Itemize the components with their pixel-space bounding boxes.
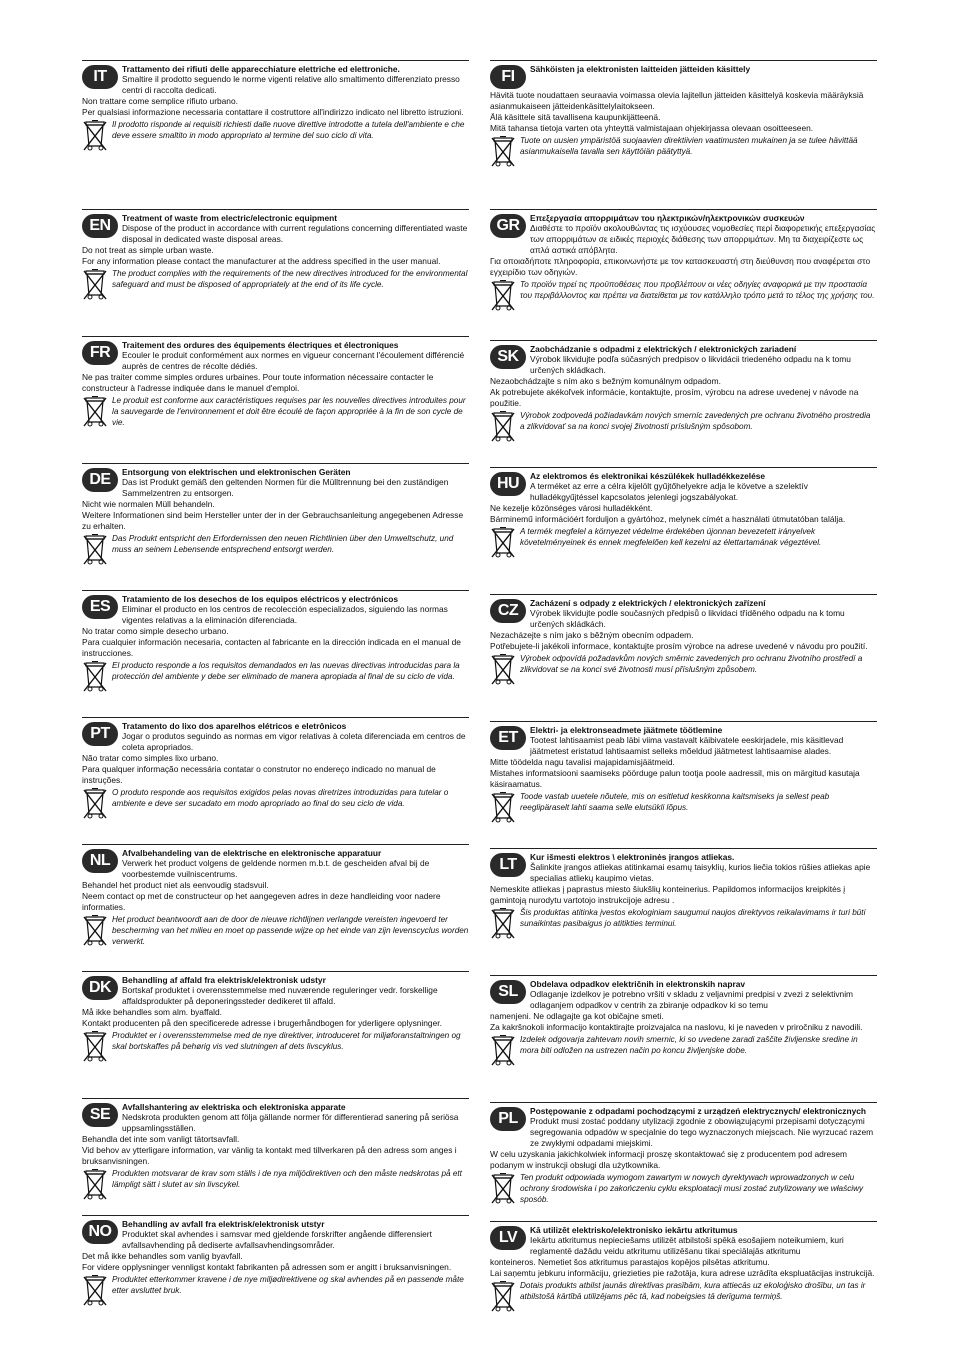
compliance-note — [82, 914, 469, 947]
compliance-note-text: Le produit est conforme aux caractéristiques requises par les nouvelles directives introduites pour la sauvegarde de l'environnement et doit être écoulé de façon appropriée à la fin de son cycle de vie. — [112, 396, 466, 427]
paragraph: For videre opplysninger vennligst kontakt fabrikanten på adressen som er angitt i bruksanvisningen. — [82, 1262, 452, 1272]
language-badge: DK — [82, 976, 118, 1000]
compliance-note-text: Dotais produkts atbilst jaunās direktīvas prasībām, kura attiecās uz ekoloģisko drošību, un tas ir atbilstošā kārtībā utilizējams pēc tā, kad nobeigsies tā derīguma termiņš. — [520, 1281, 866, 1301]
compliance-note — [490, 791, 877, 813]
paragraph: Ak potrebujete akékoľvek informácie, kontaktujte, prosím, výrobcu na adrese uvedenej v návode na použitie. — [490, 387, 859, 408]
compliance-note-text: Το προϊόν τηρεί τις προϋποθέσεις που προβλέπουν οι νέες οδηγίες αναφορικά με την προστασία του περιβάλλοντος και πρέπει να διατείθεται με τον κατάλληλο τρόπο μετά το τέλος της χρήσης του. — [520, 280, 875, 300]
crossed-bin-icon — [490, 280, 516, 312]
compliance-note-text: A termék megfelel a környezet védelme érdekében újonnan bevezetett irányelvek követelményeinek és ennek megfelelően kell kezelni az élettartamának végeztével. — [520, 527, 822, 547]
section-pt — [82, 717, 469, 844]
section-cz — [490, 594, 877, 721]
disposal-instruction: Produktet skal avhendes i samsvar med gjeldende forskrifter angående differensiert avfallsavhending på dediserte avfallsavhendingsområder. — [122, 1229, 432, 1250]
paragraph: Ne pas traiter comme simples ordures urbaines. Pour toute information nécessaire contacter le constructeur à l'adresse indiquée dans le manuel d'emploi. — [82, 372, 434, 393]
section-lv — [490, 1221, 877, 1338]
language-badge: SL — [490, 980, 526, 1004]
language-badge: CZ — [490, 599, 526, 623]
paragraph: Potřebujete-li jakékoli informace, kontaktujte prosím výrobce na adrese uvedené v návodu pro použití. — [490, 641, 868, 651]
disposal-instruction: Verwerk het product volgens de geldende normen m.b.t. de gescheiden afval bij de voorbestemde vuilniscentrums. — [122, 858, 430, 879]
section-title: Entsorgung von elektrischen und elektronischen Geräten — [122, 467, 351, 477]
language-badge: HU — [490, 472, 526, 496]
paragraph: Non trattare come semplice rifiuto urbano. — [82, 96, 238, 106]
compliance-note-text: The product complies with the requirements of the new directives introduced for the environmental safeguard and must be disposed of appropriately at the end of its life cycle. — [112, 269, 468, 289]
compliance-note — [490, 907, 877, 929]
disposal-instruction: Šalinkite įrangos atliekas atitinkamai esamų taisyklių, kurios liečia tokios rūšies atliekas apie specialias atliekų kaupimo vietas. — [530, 862, 871, 883]
paragraph: W celu uzyskania jakichkolwiek informacji proszę skontaktować się z producentem pod adresem podanym w instrukcji obsługi dla użytkownika. — [490, 1149, 848, 1170]
section-title: Zacházení s odpady z elektrických / elektronických zařízení — [530, 598, 766, 608]
section-sk — [490, 340, 877, 467]
compliance-note — [490, 279, 877, 301]
paragraph: Vid behov av ytterligare information, var vänlig ta kontakt med tillverkaren på den adress som anges i bruksanvisningen. — [82, 1145, 457, 1166]
language-badge: FI — [490, 65, 526, 89]
compliance-note-text: Výrobek odpovídá požadavkům nových směrnic zavedených pro ochranu životního prostředí a zlikvidovat se na konci své životnosti musí příslušným způsobem. — [520, 654, 863, 674]
disposal-instruction: Výrobok likvidujte podľa súčasných predpisov o likvidácii triedeného odpadu na k tomu určených skládkach. — [530, 354, 851, 375]
section-en — [82, 209, 469, 336]
section-title: Sähköisten ja elektronisten laitteiden jätteiden käsittely — [530, 64, 751, 74]
section-title: Tratamento do lixo dos aparelhos elétricos e eletrônicos — [122, 721, 347, 731]
paragraph: Älä käsittele sitä tavallisena kaupunkijätteenä. — [490, 112, 661, 122]
section-it — [82, 60, 469, 209]
paragraph: Må ikke behandles som alm. byaffald. — [82, 1007, 222, 1017]
paragraph: Det må ikke behandles som vanlig byavfall. — [82, 1251, 243, 1261]
compliance-note-text: Výrobok zodpovedá požiadavkám nových smerníc zavedených pre ochranu životného prostredia a zlikvidovať sa na konci svojej životnosti príslušným spôsobom. — [520, 411, 871, 431]
compliance-note — [82, 533, 469, 555]
crossed-bin-icon — [82, 1169, 108, 1201]
language-badge: ES — [82, 595, 118, 619]
paragraph: Bárminemű információért forduljon a gyártóhoz, melynek címét a használati útmutatóban találja. — [490, 514, 846, 524]
compliance-note — [82, 1274, 469, 1296]
compliance-note — [490, 526, 877, 548]
disposal-instruction: Iekārtu atkritumus nepieciešams utilizēt atbilstoši spēkā esošajiem noteikumiem, kuri reglamentē dažādu veidu atkritumu utilizēšanu tikai speciālajās atkritumu — [530, 1235, 844, 1256]
section-title: Trattamento dei rifiuti delle apparecchiature elettriche ed elettroniche. — [122, 64, 400, 74]
language-badge: EN — [82, 214, 118, 238]
paragraph: Mitte töödelda nagu tavalisi majapidamisjäätmeid. — [490, 757, 675, 767]
disposal-instruction: Jogar o produtos seguindo as normas em vigor relativas à coleta diferenciada em centros de coleta apropriados. — [122, 731, 466, 752]
crossed-bin-icon — [490, 527, 516, 559]
crossed-bin-icon — [82, 1031, 108, 1063]
disposal-instruction: Διαθέστε το προϊόν ακολουθώντας τις ισχύουσες νομοθεσίες περί διαφορετικής επεξεργασίας των απορριμάτων σε ειδικές περιοχές διάθεσης των απορριμάτων. Μη τα διαχειρίζεστε ως απλά αστικά απόβλητα. — [530, 223, 876, 255]
section-title: Zaobchádzanie s odpadmi z elektrických / elektronických zariadení — [530, 344, 797, 354]
language-badge: SE — [82, 1103, 118, 1127]
language-badge: PL — [490, 1107, 526, 1131]
section-fr — [82, 336, 469, 463]
compliance-note — [490, 135, 877, 157]
section-title: Behandling af affald fra elektrisk/elektronisk udstyr — [122, 975, 326, 985]
crossed-bin-icon — [490, 136, 516, 168]
paragraph: Neem contact op met de constructeur op het aangegeven adres in deze handleiding voor nadere informaties. — [82, 891, 441, 912]
paragraph: Do not treat as simple urban waste. — [82, 245, 214, 255]
compliance-note — [490, 653, 877, 675]
disposal-instruction: Výrobek likvidujte podle současných předpisů o likvidaci tříděného odpadu na k tomu určených skládkách. — [530, 608, 845, 629]
language-badge: ET — [490, 726, 526, 750]
section-title: Postępowanie z odpadami pochodzącymi z urządzeń elektrycznych/ elektronicznych — [530, 1106, 867, 1116]
compliance-note-text: El producto responde a los requisitos demandados en las nuevas directivas introducidas para la protección del ambiente y debe ser eliminado de manera apropiada al final de su ciclo de vida. — [112, 661, 460, 681]
compliance-note — [82, 119, 469, 141]
paragraph: Nezaobchádzajte s ním ako s bežným komunálnym odpadom. — [490, 376, 721, 386]
language-badge: DE — [82, 468, 118, 492]
language-badge: PT — [82, 722, 118, 746]
section-title: Avfallshantering av elektriska och elektroniska apparate — [122, 1102, 346, 1112]
section-title: Tratamiento de los desechos de los equipos eléctricos y electrónicos — [122, 594, 399, 604]
section-title: Treatment of waste from electric/electronic equipment — [122, 213, 338, 223]
paragraph: konteineros. Nemetiet šos atkritumus parastajos kopējos pilsētas atkritumu. — [490, 1257, 770, 1267]
language-badge: NL — [82, 849, 118, 873]
compliance-note — [490, 1034, 877, 1056]
crossed-bin-icon — [82, 396, 108, 428]
section-title: Traitement des ordures des équipements électriques et électroniques — [122, 340, 399, 350]
compliance-note — [82, 787, 469, 809]
disposal-instruction: Tootest lahtisaamist peab läbi viima vastavalt käibivatele eeskirjadele, mis käsitlevad jäätmetest eristatud lahtisaamist selleks mõeldud jäätmetest lahtisaamise alades. — [530, 735, 844, 756]
crossed-bin-icon — [490, 1035, 516, 1067]
section-pl — [490, 1102, 877, 1221]
compliance-note-text: Izdelek odgovarja zahtevam novih smernic, ki so uvedene zaradi zaščite življenske sredine in mora biti odložen na ustrezen način po koncu življenjske dobe. — [520, 1035, 858, 1055]
section-no — [82, 1215, 469, 1342]
section-hu — [490, 467, 877, 594]
crossed-bin-icon — [82, 534, 108, 566]
disposal-instruction: Das ist Produkt gemäß den geltenden Normen für die Mülltrennung bei den zuständigen Sammelzentren zu entsorgen. — [122, 477, 449, 498]
paragraph: Mitä tahansa tietoja varten ota yhteyttä valmistajaan ohjekirjassa olevaan osoitteeseen. — [490, 123, 814, 133]
crossed-bin-icon — [82, 915, 108, 947]
paragraph: Não tratar como simples lixo urbano. — [82, 753, 219, 763]
crossed-bin-icon — [490, 792, 516, 824]
crossed-bin-icon — [82, 269, 108, 301]
section-nl — [82, 844, 469, 971]
section-es — [82, 590, 469, 717]
crossed-bin-icon — [82, 788, 108, 820]
section-fi — [490, 60, 877, 209]
crossed-bin-icon — [490, 1173, 516, 1205]
compliance-note — [490, 410, 877, 432]
section-title: Obdelava odpadkov električnih in elektronskih naprav — [530, 979, 746, 989]
paragraph: Ne kezelje közönséges városi hulladékként. — [490, 503, 653, 513]
disposal-instruction: Smaltire il prodotto seguendo le norme vigenti relative allo smaltimento differenziato presso centri di raccolta dedicati. — [122, 74, 460, 95]
section-lt — [490, 848, 877, 975]
section-title: Elektri- ja elektronseadmete jäätmete töötlemine — [530, 725, 723, 735]
compliance-note-text: Tuote on uusien ympäristöä suojaavien direktiivien vaatimusten mukainen ja se tulee hävittää asianmukaisella tavalla sen käyttöiän päätyttyä. — [520, 136, 858, 156]
paragraph: Behandla det inte som vanligt tätortsavfall. — [82, 1134, 240, 1144]
paragraph: Nicht wie normalen Müll behandeln. — [82, 499, 215, 509]
section-dk — [82, 971, 469, 1098]
paragraph: For any information please contact the manufacturer at the address specified in the user manual. — [82, 256, 441, 266]
compliance-note-text: Produkten motsvarar de krav som ställs i de nya miljödirektiven och den måste nedskrotas på ett lämpligt sätt i slutet av sin livscykel. — [112, 1169, 462, 1189]
section-title: Afvalbehandeling van de elektrische en elektronische apparatuur — [122, 848, 382, 858]
compliance-note — [490, 1172, 877, 1205]
crossed-bin-icon — [82, 661, 108, 693]
compliance-note-text: Šis produktas atitinka įvestos ekologiniam saugumui naujos direktyvos reikalavimams ir turi būti sunaikintas pasibaigus jo atitikties terminui. — [520, 908, 866, 928]
compliance-note-text: Das Produkt entspricht den Erfordernissen den neuen Richtlinien über den Umweltschutz, und muss an seinem Lebensende entsprechend entsorgt werden. — [112, 534, 454, 554]
language-badge: NO — [82, 1220, 118, 1244]
compliance-note-text: O produto responde aos requisitos exigidos pelas novas diretrizes introduzidas para tutelar o ambiente e deve ser sucadato em modo apropriado ao final do seu ciclo de vida. — [112, 788, 449, 808]
language-badge: IT — [82, 65, 118, 89]
compliance-note-text: Produktet er i overensstemmelse med de nye direktiver, introduceret for miljøforanstaltningen og skal bortskaffes på behørig vis ved slutningen af dets livscyklus. — [112, 1031, 461, 1051]
section-gr — [490, 209, 877, 340]
section-title: Az elektromos és elektronikai készülékek hulladékkezelése — [530, 471, 766, 481]
section-se — [82, 1098, 469, 1215]
paragraph: Nezacházejte s ním jako s běžným obecním odpadem. — [490, 630, 694, 640]
crossed-bin-icon — [490, 654, 516, 686]
language-badge: LT — [490, 853, 526, 877]
paragraph: No tratar como simple desecho urbano. — [82, 626, 229, 636]
disposal-instruction: Odlaganje izdelkov je potrebno vršiti v skladu z veljavnimi predpisi v zvezi z selektivnim odlaganjem odpadkov v centrih za zbiranje odpadkov ki so temu — [530, 989, 854, 1010]
paragraph: Weitere Informationen sind beim Hersteller unter der in der Gebrauchsanleitung angegebenen Adresse zu erhalten. — [82, 510, 464, 531]
section-title: Kur išmesti elektros \ elektroninės įrangos atliekas. — [530, 852, 735, 862]
disposal-instruction: Eliminar el producto en los centros de recolección especializados, siguiendo las normas vigentes relativas a la eliminación diferenciada. — [122, 604, 448, 625]
compliance-note-text: Ten produkt odpowiada wymogom zawartym w nowych dyrektywach wprowadzonych w celu ochrony środowiska i po zakończeniu cyklu eksploatacji musi zostać zutylizowany we właściwy sposób. — [520, 1173, 864, 1204]
paragraph: namenjeni. Ne odlagajte ga kot običajne smeti. — [490, 1011, 664, 1021]
paragraph: Behandel het product niet als eenvoudig stadsvuil. — [82, 880, 269, 890]
section-et — [490, 721, 877, 848]
compliance-note — [82, 1168, 469, 1190]
right-column — [490, 60, 877, 1338]
compliance-note — [82, 1030, 469, 1052]
disposal-instruction: Bortskaf produktet i overensstemmelse med nuværende reguleringer vedr. forskellige affaldsprodukter på deponeringssteder dedikeret til affald. — [122, 985, 438, 1006]
language-badge: LV — [490, 1226, 526, 1250]
language-badge: SK — [490, 345, 526, 369]
compliance-note-text: Toode vastab uuetele nõutele, mis on esitletud keskkonna kaitsmiseks ja sellest peab reeglipäraselt lahti saama selle elutsükli lõpus. — [520, 792, 830, 812]
paragraph: Para cualquier información necesaria, contacten al fabricante en la dirección indicada en el manual de instrucciones. — [82, 637, 461, 658]
section-title: Behandling av avfall fra elektrisk/elektronisk utstyr — [122, 1219, 325, 1229]
paragraph: Nemeskite atliekas į paprastus miesto šiukšlių konteinerius. Papildomos informacijos kreipkitės į gamintoją nurodytu vartotojo instrukcijoje adresu . — [490, 884, 846, 905]
disposal-instruction: A terméket az erre a célra kijelölt gyűjtőhelyekre adja le követve a szelektív hulladékgyűjtéssel kapcsolatos jelenlegi jogszabályokat. — [530, 481, 808, 502]
crossed-bin-icon — [82, 120, 108, 152]
disposal-instruction: Produkt musi zostać poddany utylizacji zgodnie z obowiązującymi przepisami dotyczącymi segregowania odpadów w specjalnie do tego wyznaczonych miejscach. Nie wyrzucać razem ze zwykłymi odpadami miejskimi. — [530, 1116, 874, 1148]
paragraph: Mistahes informatsiooni saamiseks pöörduge palun tootja poole aadressil, mis on märgitud kasutaja käsiraamatus. — [490, 768, 860, 789]
paragraph: Kontakt producenten på den specificerede adresse i brugerhåndbogen for yderligere oplysninger. — [82, 1018, 442, 1028]
language-badge: GR — [490, 214, 526, 238]
language-badge: FR — [82, 341, 118, 365]
crossed-bin-icon — [490, 411, 516, 443]
paragraph: Για οποιαδήποτε πληροφορία, επικοινωνήστε με τον κατασκευαστή στη διεύθυνση που αναφέρεται στο εγχειρίδιο των οδηγιών. — [490, 256, 871, 277]
section-title: Kā utilizēt elektrisko/elektronisko iekārtu atkritumus — [530, 1225, 738, 1235]
paragraph: Hävitä tuote noudattaen seuraavia voimassa olevia lajitellun jätteiden käsittelyä koskevia määräyksiä asianmukaiseen jätteidenkäsittelylaitokseen. — [490, 90, 864, 111]
section-de — [82, 463, 469, 590]
paragraph: Para qualquer informação necessária contatar o construtor no endereço indicado no manual de instruções. — [82, 764, 436, 785]
compliance-note — [82, 268, 469, 290]
left-column — [82, 60, 469, 1342]
paragraph: Per qualsiasi informazione necessaria contattare il costruttore all'indirizzo indicato nel libretto istruzioni. — [82, 107, 464, 117]
crossed-bin-icon — [82, 1275, 108, 1307]
crossed-bin-icon — [490, 1281, 516, 1313]
compliance-note-text: Het product beantwoordt aan de door de nieuwe richtlijnen verlangde vereisten ingevoerd ter bescherming van het milieu en moet op passende wijze op het einde van zijn levenscyclus worden verwerkt. — [112, 915, 469, 946]
disposal-instruction: Dispose of the product in accordance with current regulations concerning differentiated waste disposal in dedicated waste disposal areas. — [122, 223, 468, 244]
compliance-note — [490, 1280, 877, 1302]
section-sl — [490, 975, 877, 1102]
paragraph: Lai saņemtu jebkuru informāciju, griezieties pie ražotāja, kura adrese uzrādīta ekspluatācijas instrukcijā. — [490, 1268, 875, 1278]
compliance-note — [82, 660, 469, 682]
disposal-instruction: Nedskrota produkten genom att följa gällande normer för differentierad sanering på seriösa uppsamlingsställen. — [122, 1112, 459, 1133]
compliance-note-text: Il prodotto risponde ai requisiti richiesti dalle nuove direttive introdotte a tutela dell'ambiente e che deve essere smaltito in modo appropriato al termine del suo ciclo di vita. — [112, 120, 465, 140]
compliance-note — [82, 395, 469, 428]
compliance-note-text: Produktet etterkommer kravene i de nye miljødirektivene og skal avhendes på en passende måte etter avsluttet bruk. — [112, 1275, 464, 1295]
disposal-instruction: Ecouler le produit conformément aux normes en vigueur concernant l'écoulement différencié auprès de centres de récolte dédiés. — [122, 350, 465, 371]
paragraph: Za kakršnokoli informacijo kontaktirajte proizvajalca na naslovu, ki je naveden v priročniku z navodili. — [490, 1022, 863, 1032]
crossed-bin-icon — [490, 908, 516, 940]
section-title: Επεξεργασία απορριμάτων του ηλεκτρικών/ηλεκτρονικών συσκευών — [530, 213, 805, 223]
